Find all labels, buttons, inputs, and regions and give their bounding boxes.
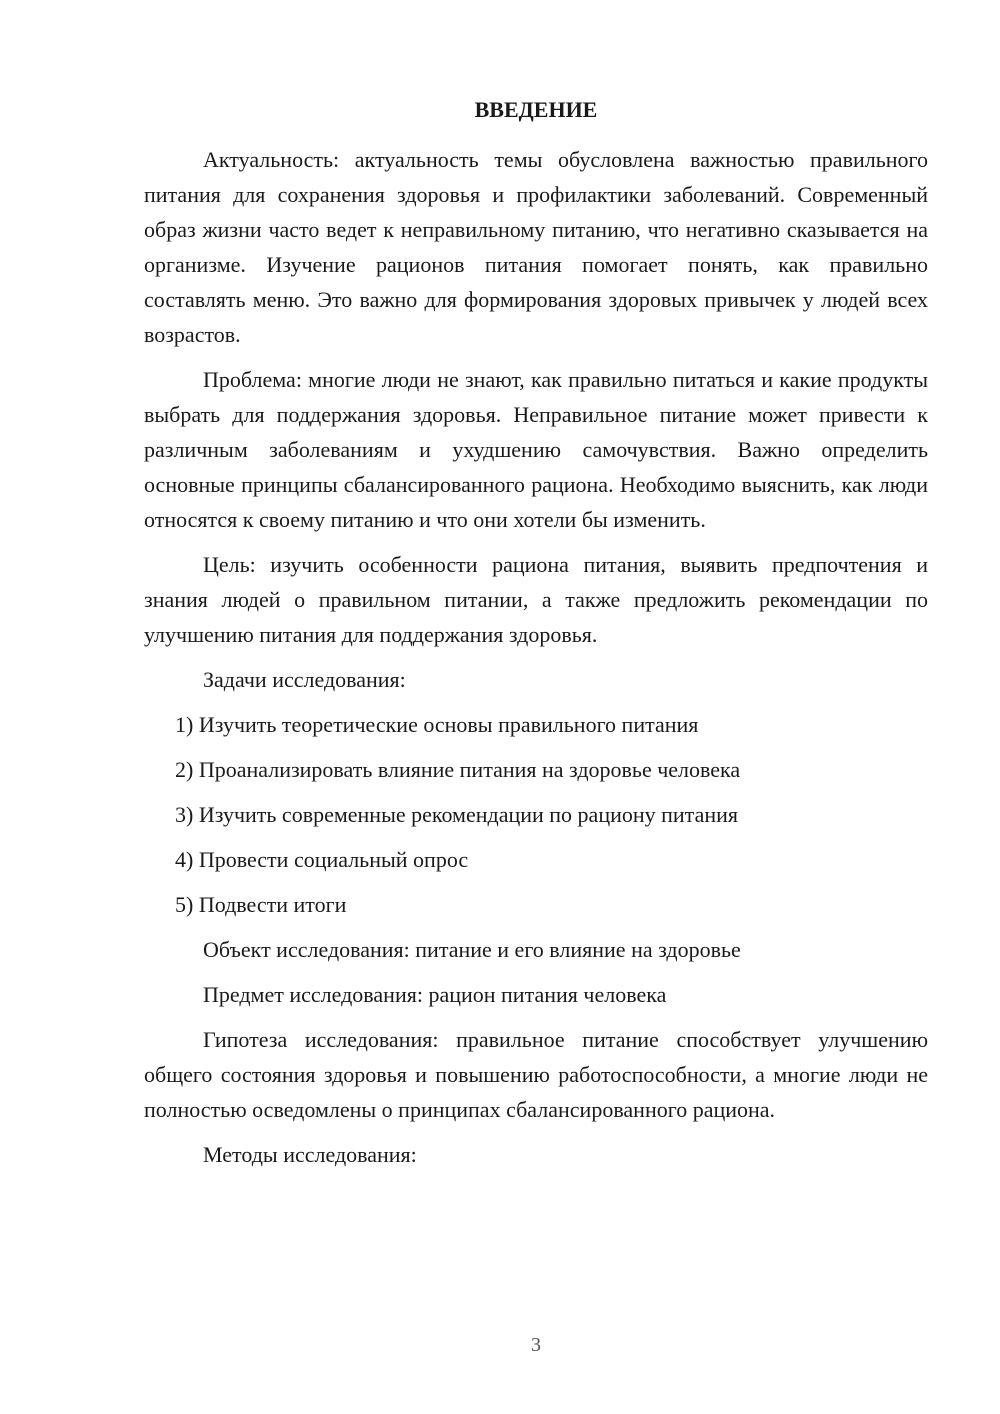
page-number: 3 (531, 1334, 541, 1356)
document-page (144, 96, 928, 1182)
task-item: 4) Провести социальный опрос (175, 847, 469, 872)
task-item: 3) Изучить современные рекомендации по рациону питания (175, 802, 738, 827)
research-subject: Предмет исследования: рацион питания человека (203, 982, 667, 1007)
section-title: ВВЕДЕНИЕ (474, 97, 598, 122)
tasks-list (144, 707, 928, 922)
methods-heading: Методы исследования: (203, 1142, 417, 1167)
research-object: Объект исследования: питание и его влияние на здоровье (203, 937, 741, 962)
task-item: 1) Изучить теоретические основы правильного питания (175, 712, 699, 737)
relevance-paragraph: Актуальность: актуальность темы обусловлена важностью правильного питания для сохранения здоровья и профилактики заболеваний. Современный образ жизни часто ведет к неправильному питанию, что негативно сказывается на организме. Изучение рационов питания помогает понять, как правильно составлять меню. Это важно для формирования здоровых привычек у людей всех возрастов. (144, 147, 928, 347)
task-item: 2) Проанализировать влияние питания на здоровье человека (175, 757, 741, 782)
hypothesis-paragraph: Гипотеза исследования: правильное питание способствует улучшению общего состояния здоровья и повышению работоспособности, а многие люди не полностью осведомлены о принципах сбалансированного рациона. (144, 1027, 928, 1122)
problem-paragraph: Проблема: многие люди не знают, как правильно питаться и какие продукты выбрать для поддержания здоровья. Неправильное питание может привести к различным заболеваниям и ухудшению самочувствия. Важно определить основные принципы сбалансированного рациона. Необходимо выяснить, как люди относятся к своему питанию и что они хотели бы изменить. (144, 367, 928, 532)
tasks-heading: Задачи исследования: (203, 667, 406, 692)
task-item: 5) Подвести итоги (175, 892, 347, 917)
goal-paragraph: Цель: изучить особенности рациона питания, выявить предпочтения и знания людей о правильном питании, а также предложить рекомендации по улучшению питания для поддержания здоровья. (144, 552, 928, 647)
